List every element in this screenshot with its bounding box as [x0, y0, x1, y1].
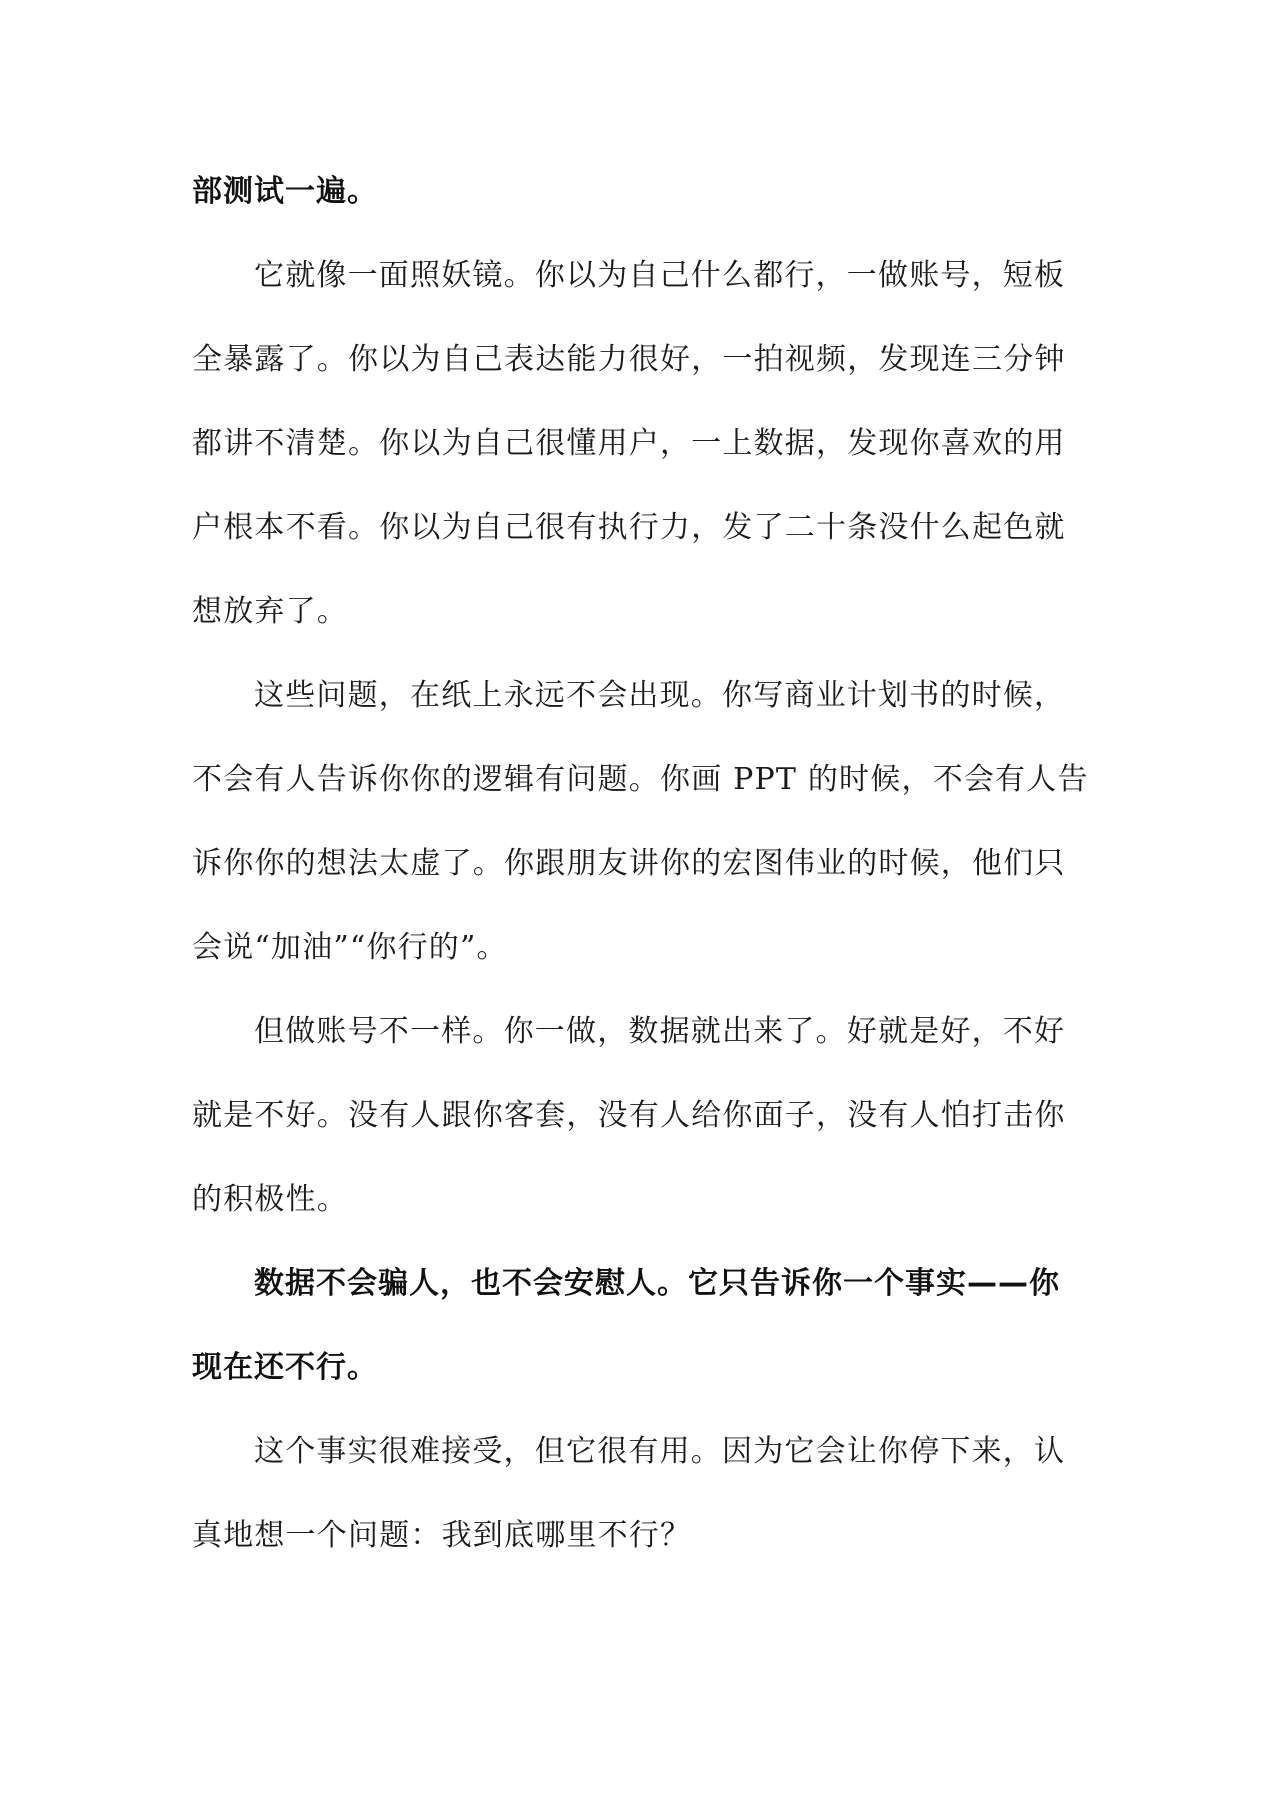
paragraph-6-line-1: 这个事实很难接受，但它很有用。因为它会让你停下来，认 [254, 1434, 1066, 1469]
paragraph-3-line-4: 会说“加油”“你行的”。 [192, 930, 508, 965]
paragraph-4-line-2: 就是不好。没有人跟你客套，没有人给你面子，没有人怕打击你 [192, 1098, 1066, 1133]
paragraph-6-line-2: 真地想一个问题：我到底哪里不行？ [192, 1518, 692, 1553]
paragraph-5-line-2: 现在还不行。 [192, 1350, 378, 1385]
paragraph-2-line-1: 它就像一面照妖镜。你以为自己什么都行，一做账号，短板 [254, 258, 1066, 293]
paragraph-2-line-4: 户根本不看。你以为自己很有执行力，发了二十条没什么起色就 [192, 510, 1066, 545]
paragraph-4-line-3: 的积极性。 [192, 1182, 348, 1217]
paragraph-2-line-5: 想放弃了。 [192, 594, 348, 629]
paragraph-3-line-1: 这些问题，在纸上永远不会出现。你写商业计划书的时候， [254, 678, 1066, 713]
paragraph-1-line-1: 部测试一遍。 [192, 174, 378, 209]
paragraph-2-line-3: 都讲不清楚。你以为自己很懂用户，一上数据，发现你喜欢的用 [192, 426, 1066, 461]
paragraph-2-line-2: 全暴露了。你以为自己表达能力很好，一拍视频，发现连三分钟 [192, 342, 1066, 377]
paragraph-3-line-3: 诉你你的想法太虚了。你跟朋友讲你的宏图伟业的时候，他们只 [192, 846, 1066, 881]
paragraph-4-line-1: 但做账号不一样。你一做，数据就出来了。好就是好，不好 [254, 1014, 1066, 1049]
paragraph-5-line-1: 数据不会骗人，也不会安慰人。它只告诉你一个事实——你 [254, 1266, 1060, 1301]
paragraph-3-line-2: 不会有人告诉你你的逻辑有问题。你画 PPT 的时候，不会有人告 [192, 762, 1089, 797]
